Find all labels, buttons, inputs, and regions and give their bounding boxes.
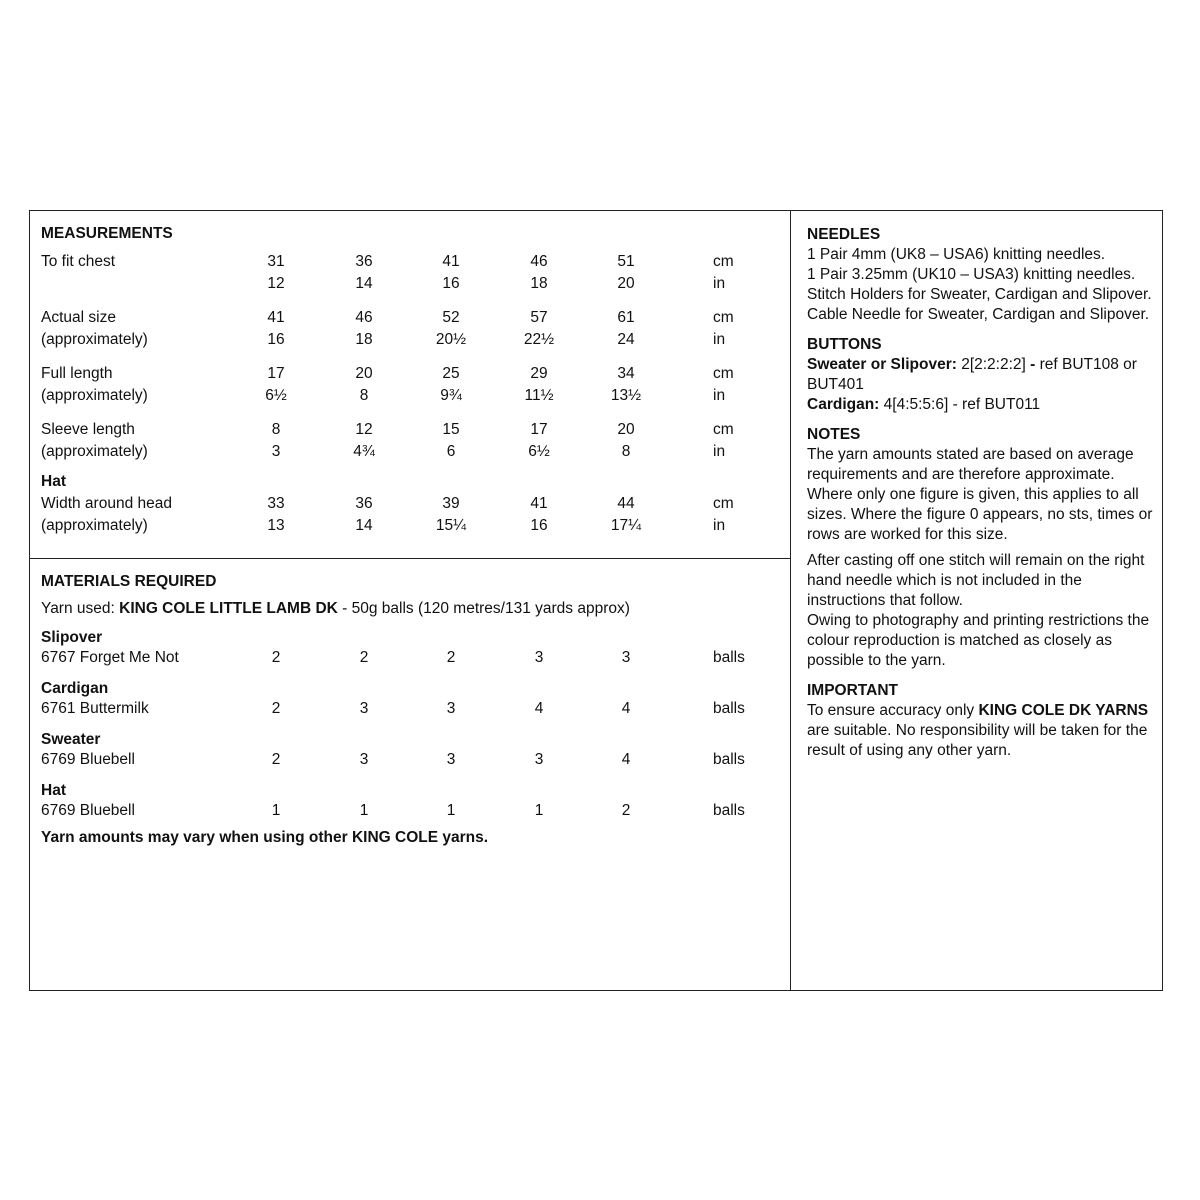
garment-name xyxy=(41,781,781,801)
buttons-title: BUTTONS xyxy=(807,336,882,353)
unit-label: cm xyxy=(713,495,734,512)
needles-line: Stitch Holders for Sweater, Cardigan and Slipover. xyxy=(807,286,1152,303)
buttons-sweater-ref: ref BUT108 or BUT401 xyxy=(807,356,1137,393)
size-value: 46 xyxy=(355,309,373,326)
important-text-end: are suitable. No responsibility will be taken for the result of using any other yarn. xyxy=(807,722,1148,759)
row-label: Slipover xyxy=(41,629,103,646)
size-value: 41 xyxy=(442,253,460,270)
important-text-start: To ensure accuracy only xyxy=(807,702,979,719)
buttons-sweater xyxy=(807,355,1155,395)
row-label: Hat xyxy=(41,782,66,799)
size-value: 16 xyxy=(530,517,548,534)
unit-label: balls xyxy=(713,751,745,768)
size-value: 3 xyxy=(359,751,369,768)
size-value: 41 xyxy=(530,495,548,512)
needles-line: 1 Pair 4mm (UK8 – USA6) knitting needles. xyxy=(807,246,1106,263)
size-value: 4¾ xyxy=(353,443,375,460)
buttons-cardigan-label: Cardigan: xyxy=(807,396,880,413)
size-value: 14 xyxy=(355,275,373,292)
size-value: 52 xyxy=(442,309,460,326)
size-value: 22½ xyxy=(523,331,555,348)
row-spacer xyxy=(41,351,781,363)
section-divider xyxy=(30,558,790,559)
row-spacer xyxy=(41,295,781,307)
unit-label: cm xyxy=(713,253,734,270)
buttons-sweater-count: 2[2:2:2:2] xyxy=(956,356,1031,373)
row-label: Cardigan xyxy=(41,680,109,697)
row-label: Full length xyxy=(41,365,113,382)
measurement-row xyxy=(41,307,781,329)
size-value: 2 xyxy=(271,751,281,768)
row-label: (approximately) xyxy=(41,387,148,404)
row-label: Width around head xyxy=(41,495,172,512)
size-value: 1 xyxy=(534,802,544,819)
size-value: 3 xyxy=(446,700,456,717)
size-value: 16 xyxy=(267,331,285,348)
shade-row xyxy=(41,648,781,668)
measurement-row xyxy=(41,329,781,351)
size-value: 20 xyxy=(355,365,373,382)
measurement-row xyxy=(41,515,781,537)
buttons-sweater-label: Sweater or Slipover: xyxy=(807,356,957,373)
material-item xyxy=(41,628,781,668)
material-item xyxy=(41,781,781,821)
measurement-row xyxy=(41,273,781,295)
important-title: IMPORTANT xyxy=(807,682,898,699)
garment-name xyxy=(41,628,781,648)
size-value: 31 xyxy=(267,253,285,270)
size-value: 18 xyxy=(355,331,373,348)
size-value: 34 xyxy=(617,365,635,382)
size-value: 12 xyxy=(355,421,373,438)
size-value: 2 xyxy=(446,649,456,666)
needles-title: NEEDLES xyxy=(807,226,881,243)
shade-row xyxy=(41,750,781,770)
size-value: 8 xyxy=(271,421,281,438)
size-value: 8 xyxy=(359,387,369,404)
yarn-footnote: Yarn amounts may vary when using other KING COLE yarns. xyxy=(41,829,489,846)
size-value: 17¼ xyxy=(610,517,642,534)
size-value: 20 xyxy=(617,421,635,438)
size-value: 15¼ xyxy=(435,517,467,534)
needles-line: Cable Needle for Sweater, Cardigan and Slipover. xyxy=(807,306,1150,323)
size-value: 41 xyxy=(267,309,285,326)
measurement-row xyxy=(41,493,781,515)
buttons-cardigan xyxy=(807,395,1155,415)
size-value: 29 xyxy=(530,365,548,382)
unit-label: cm xyxy=(713,309,734,326)
size-value: 20½ xyxy=(435,331,467,348)
size-value: 24 xyxy=(617,331,635,348)
right-column xyxy=(807,225,1155,761)
unit-label: cm xyxy=(713,365,734,382)
size-value: 13 xyxy=(267,517,285,534)
size-value: 33 xyxy=(267,495,285,512)
size-value: 9¾ xyxy=(440,387,462,404)
size-value: 44 xyxy=(617,495,635,512)
hat-heading: Hat xyxy=(41,473,66,490)
size-value: 3 xyxy=(534,649,544,666)
unit-label: cm xyxy=(713,421,734,438)
yarn-name: KING COLE LITTLE LAMB DK xyxy=(119,600,338,617)
garment-name xyxy=(41,730,781,750)
size-value: 36 xyxy=(355,253,373,270)
yarn-used-line xyxy=(41,599,781,619)
garment-name xyxy=(41,679,781,699)
notes-title: NOTES xyxy=(807,426,861,443)
row-spacer xyxy=(41,407,781,419)
yarn-details: - 50g balls (120 metres/131 yards approx) xyxy=(337,600,630,617)
size-value: 2 xyxy=(271,700,281,717)
unit-label: in xyxy=(713,387,726,404)
important-text xyxy=(807,701,1155,761)
row-label: Sweater xyxy=(41,731,101,748)
size-value: 51 xyxy=(617,253,635,270)
measurement-row xyxy=(41,419,781,441)
size-value: 12 xyxy=(267,275,285,292)
size-value: 13½ xyxy=(610,387,642,404)
size-value: 2 xyxy=(621,802,631,819)
size-value: 6½ xyxy=(528,443,550,460)
material-item xyxy=(41,679,781,719)
size-value: 61 xyxy=(617,309,635,326)
row-label: (approximately) xyxy=(41,517,148,534)
size-value: 15 xyxy=(442,421,460,438)
size-value: 39 xyxy=(442,495,460,512)
size-value: 11½ xyxy=(524,387,554,404)
shade-row xyxy=(41,801,781,821)
material-item xyxy=(41,730,781,770)
row-label: Actual size xyxy=(41,309,116,326)
column-divider xyxy=(790,211,791,990)
row-label: (approximately) xyxy=(41,443,148,460)
size-value: 3 xyxy=(446,751,456,768)
row-label: Sleeve length xyxy=(41,421,135,438)
shade-row xyxy=(41,699,781,719)
unit-label: in xyxy=(713,275,726,292)
size-value: 3 xyxy=(271,443,281,460)
size-value: 3 xyxy=(621,649,631,666)
size-value: 3 xyxy=(534,751,544,768)
measurement-row xyxy=(41,251,781,273)
size-value: 4 xyxy=(534,700,544,717)
notes-paragraph: Owing to photography and printing restrictions the colour reproduction is matched as closely as possible to the yarn. xyxy=(807,612,1150,669)
size-value: 4 xyxy=(621,751,631,768)
materials-section xyxy=(41,573,781,848)
row-label: 6761 Buttermilk xyxy=(41,700,149,717)
size-value: 46 xyxy=(530,253,548,270)
unit-label: in xyxy=(713,517,726,534)
size-value: 1 xyxy=(359,802,369,819)
unit-label: balls xyxy=(713,700,745,717)
size-value: 1 xyxy=(271,802,281,819)
buttons-sweater-dash: - xyxy=(1030,356,1036,373)
yarn-used-prefix: Yarn used: xyxy=(41,600,120,617)
size-value: 17 xyxy=(267,365,285,382)
row-label: 6769 Bluebell xyxy=(41,751,135,768)
size-value: 25 xyxy=(442,365,460,382)
size-value: 4 xyxy=(621,700,631,717)
needles-line: 1 Pair 3.25mm (UK10 – USA3) knitting needles. xyxy=(807,266,1136,283)
size-value: 17 xyxy=(530,421,548,438)
row-label: To fit chest xyxy=(41,253,116,270)
measurement-row xyxy=(41,385,781,407)
measurements-section xyxy=(41,225,781,537)
buttons-cardigan-ref: 4[4:5:5:6] - ref BUT011 xyxy=(879,396,1041,413)
pattern-info-sheet xyxy=(29,210,1163,991)
size-value: 18 xyxy=(530,275,548,292)
unit-label: in xyxy=(713,443,726,460)
row-label: (approximately) xyxy=(41,331,148,348)
unit-label: balls xyxy=(713,649,745,666)
measurements-title: MEASUREMENTS xyxy=(41,225,173,242)
size-value: 3 xyxy=(359,700,369,717)
size-value: 2 xyxy=(271,649,281,666)
notes-paragraph: The yarn amounts stated are based on average requirements and are therefore approximate. Where only one figure is given, this applies to all sizes. Where the figure 0 appears, no sts, times or rows are worked for this size. xyxy=(807,446,1153,543)
size-value: 6 xyxy=(446,443,456,460)
unit-label: in xyxy=(713,331,726,348)
measurement-row xyxy=(41,363,781,385)
size-value: 57 xyxy=(530,309,548,326)
size-value: 6½ xyxy=(265,387,287,404)
unit-label: balls xyxy=(713,802,745,819)
materials-title: MATERIALS REQUIRED xyxy=(41,573,217,590)
measurement-row xyxy=(41,441,781,463)
row-label: 6769 Bluebell xyxy=(41,802,135,819)
size-value: 2 xyxy=(359,649,369,666)
size-value: 16 xyxy=(442,275,460,292)
size-value: 20 xyxy=(617,275,635,292)
notes-paragraph: After casting off one stitch will remain on the right hand needle which is not included in the instructions that follow. xyxy=(807,552,1145,609)
size-value: 14 xyxy=(355,517,373,534)
important-yarn-name: KING COLE DK YARNS xyxy=(978,702,1149,719)
size-value: 36 xyxy=(355,495,373,512)
size-value: 1 xyxy=(446,802,456,819)
row-label: 6767 Forget Me Not xyxy=(41,649,179,666)
size-value: 8 xyxy=(621,443,631,460)
